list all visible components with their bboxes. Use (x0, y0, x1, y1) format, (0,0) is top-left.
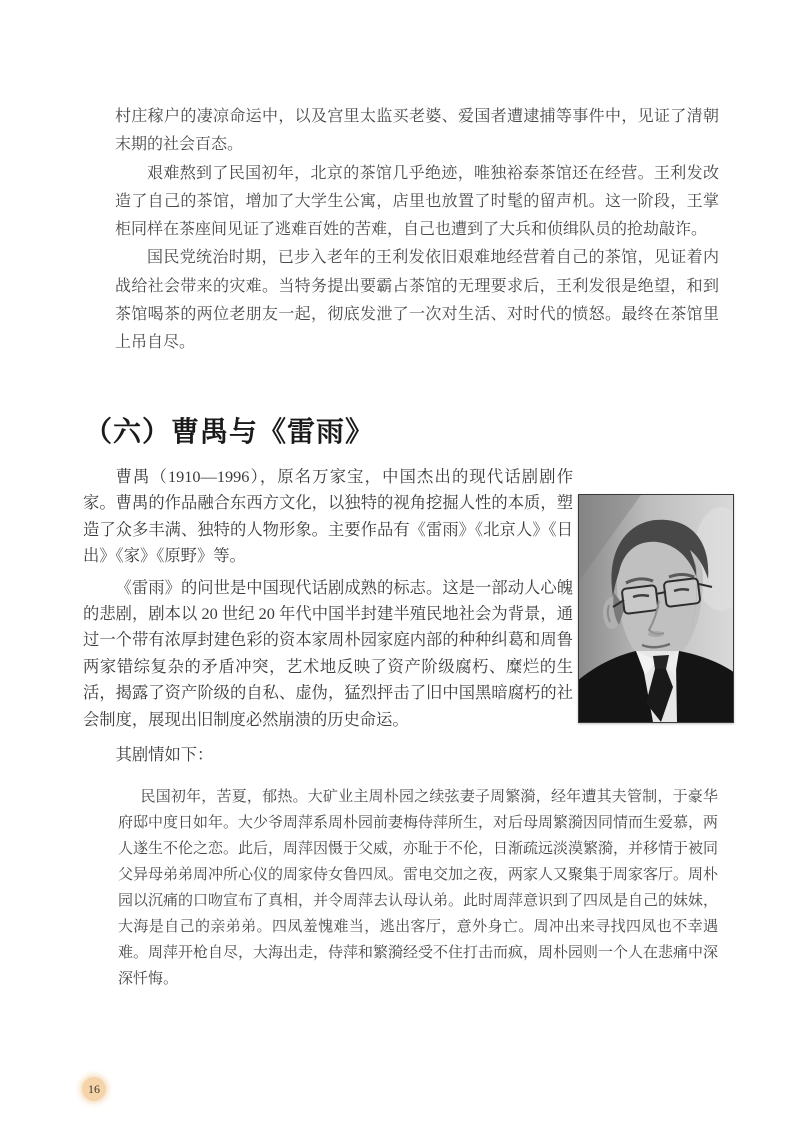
section-heading: （六）曹禺与《雷雨》 (84, 417, 375, 448)
bio-paragraph: 《雷雨》的问世是中国现代话剧成熟的标志。这是一部动人心魄的悲剧，剧本以 20 世纪 20 年代中国半封建半殖民地社会为背景，通过一个带有浓厚封建色彩的资本家周朴园家庭内部的种种纠葛和周鲁两家错综复杂的矛盾冲突，艺术地反映了资产阶级腐朽、糜烂的生活，揭露了资产阶级的自私、虚伪，猛烈抨击了旧中国黑暗腐朽的社会制度，展现出旧制度必然崩溃的历史命运。 (83, 577, 573, 729)
page-number-badge (82, 1077, 106, 1101)
leiyu-plot-summary: 民国初年，苦夏，郁热。大矿业主周朴园之续弦妻子周繁漪，经年遭其夫管制，于豪华府邸中度日如年。大少爷周萍系周朴园前妻梅侍萍所生，对后母周繁漪因同情而生爱慕，两人遂生不伦之恋。此后，周萍因慑于父威，亦耻于不伦，日渐疏远淡漠繁漪，并移情于被同父异母弟弟周冲所心仪的周家侍女鲁四凤。雷电交加之夜，两家人又聚集于周家客厅。周朴园以沉痛的口吻宣布了真相，并令周萍去认母认弟。此时周萍意识到了四凤是自己的妹妹，大海是自己的亲弟弟。四凤羞愧难当，逃出客厅，意外身亡。周冲出来寻找四凤也不幸遇难。周萍开枪自尽，大海出走，侍萍和繁漪经受不住打击而疯，周朴园则一个人在悲痛中深深忏悔。 (118, 789, 719, 987)
portrait-photo-graphic (579, 495, 733, 722)
teahouse-plot-block (115, 103, 719, 358)
page-number: 16 (88, 1081, 100, 1096)
caoyu-portrait-photo (578, 494, 734, 723)
teahouse-paragraph-continued: 村庄稼户的凄凉命运中，以及宫里太监买老婆、爱国者遭逮捕等事件中，见证了清朝末期的社会百态。 (115, 108, 719, 154)
bio-text-column (83, 464, 573, 733)
bio-block (83, 464, 733, 738)
teahouse-paragraph: 国民党统治时期，已步入老年的王利发依旧艰难地经营着自己的茶馆，见证着内战给社会带来的灾难。当特务提出要霸占茶馆的无理要求后，王利发很是绝望，和到茶馆喝茶的两位老朋友一起，彻底发泄了一次对生活、对时代的愤怒。最终在茶馆里上吊自尽。 (115, 249, 719, 352)
teahouse-paragraph: 艰难熬到了民国初年，北京的茶馆几乎绝迹，唯独裕泰茶馆还在经营。王利发改造了自己的茶馆，增加了大学生公寓，店里也放置了时髦的留声机。这一阶段，王掌柜同样在茶座间见证了逃难百姓的苦难，自己也遭到了大兵和侦缉队员的抢劫敲诈。 (115, 164, 719, 239)
bio-paragraph: 曹禺（1910—1996），原名万家宝，中国杰出的现代话剧剧作家。曹禺的作品融合东西方文化，以独特的视角挖掘人性的本质，塑造了众多丰满、独特的人物形象。主要作品有《雷雨》《北京人》《日出》《家》《原野》等。 (83, 467, 573, 566)
plot-intro-label: 其剧情如下： (115, 745, 214, 764)
